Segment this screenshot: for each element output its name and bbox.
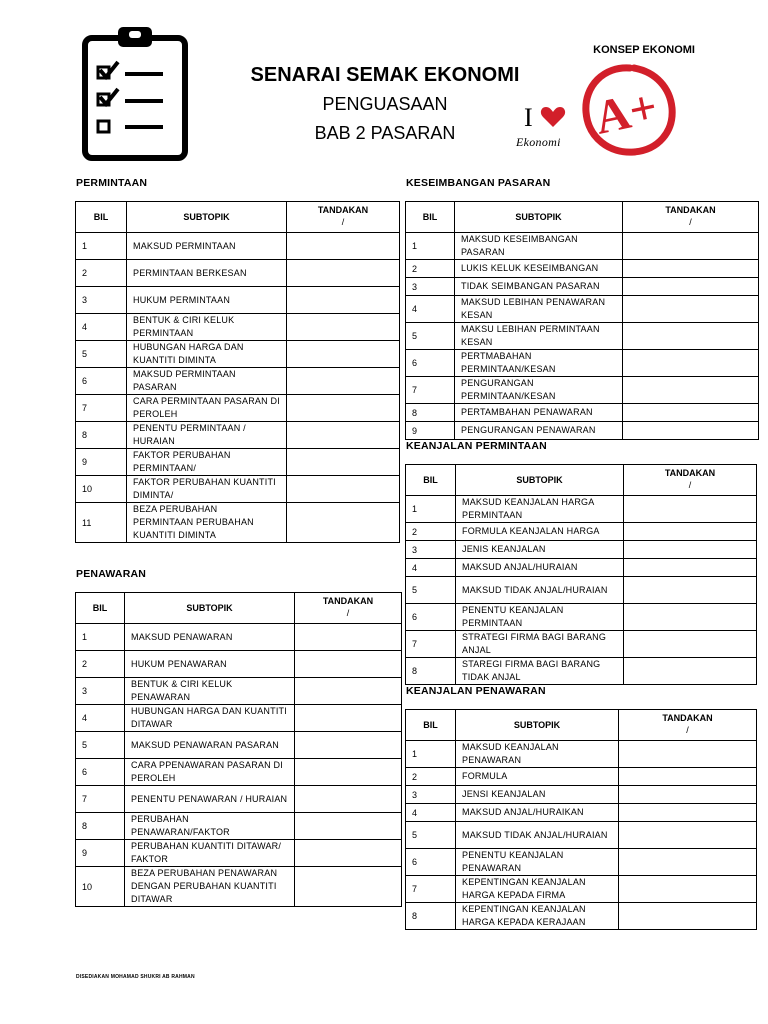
table-row [76, 422, 400, 449]
row-number: 3 [76, 287, 127, 314]
column-header-tandakan [624, 465, 757, 496]
subtopic-cell: BEZA PERUBAHAN PENAWARAN DENGAN PERUBAHAN KUANTITI DITAWAR [125, 867, 295, 907]
permintaan-table [75, 201, 400, 543]
table-header-row [76, 593, 402, 624]
checkmark-cell[interactable] [623, 278, 759, 296]
tandakan-label: TANDAKAN [664, 468, 716, 478]
table-row [406, 278, 759, 296]
table-row [406, 658, 757, 685]
checkmark-cell[interactable] [287, 422, 400, 449]
row-number: 6 [76, 368, 127, 395]
column-header-subtopik: SUBTOPIK [456, 710, 619, 741]
tandakan-mark: / [341, 217, 345, 227]
table-header-row [406, 710, 757, 741]
love-letter: I [524, 103, 533, 132]
table-row [76, 759, 402, 786]
table-header-row [406, 465, 757, 496]
column-header-tandakan [623, 202, 759, 233]
table-row [406, 804, 757, 822]
row-number: 7 [76, 786, 125, 813]
subtopic-cell: HUBUNGAN HARGA DAN KUANTITI DIMINTA [127, 341, 287, 368]
table-header-row [76, 202, 400, 233]
row-number: 5 [406, 577, 456, 604]
row-number: 1 [76, 624, 125, 651]
table-row [76, 287, 400, 314]
checkmark-cell[interactable] [295, 705, 402, 732]
subtopic-cell: FAKTOR PERUBAHAN PERMINTAAN/ [127, 449, 287, 476]
checkmark-cell[interactable] [287, 287, 400, 314]
subtopic-cell: MAKSUD PENAWARAN [125, 624, 295, 651]
checkmark-cell[interactable] [624, 496, 757, 523]
keanjalan-penawaran-table [405, 709, 757, 930]
column-header-bil: BIL [76, 202, 127, 233]
subtopic-cell: PERUBAHAN KUANTITI DITAWAR/ FAKTOR [125, 840, 295, 867]
table-row [76, 624, 402, 651]
section-title-permintaan: PERMINTAAN [76, 177, 148, 189]
checkmark-cell[interactable] [624, 604, 757, 631]
column-header-bil: BIL [406, 710, 456, 741]
row-number: 10 [76, 867, 125, 907]
tandakan-mark: / [686, 725, 689, 735]
table-row [76, 449, 400, 476]
subtopic-cell: PERTMABAHAN PERMINTAAN/KESAN [455, 350, 623, 377]
table-row [406, 768, 757, 786]
checkmark-cell[interactable] [619, 741, 757, 768]
section-title-keanjalan-penawaran: KEANJALAN PENAWARAN [406, 685, 546, 697]
checkmark-cell[interactable] [623, 377, 759, 404]
checkmark-cell[interactable] [295, 786, 402, 813]
subtopic-cell: PERMINTAAN BERKESAN [127, 260, 287, 287]
subtopic-cell: BENTUK & CIRI KELUK PERMINTAAN [127, 314, 287, 341]
tandakan-mark: / [689, 217, 692, 227]
checkmark-cell[interactable] [619, 876, 757, 903]
column-header-subtopik: SUBTOPIK [456, 465, 624, 496]
heart-icon [540, 105, 566, 129]
checkmark-cell[interactable] [623, 404, 759, 422]
row-number: 2 [76, 260, 127, 287]
row-number: 5 [76, 341, 127, 368]
section-title-keanjalan-permintaan: KEANJALAN PERMINTAAN [406, 440, 547, 452]
row-number: 1 [406, 496, 456, 523]
subtopic-cell: MAKSUD ANJAL/HURAIAN [456, 559, 624, 577]
column-header-bil: BIL [76, 593, 125, 624]
subtopic-cell: MAKSUD PERMINTAAN [127, 233, 287, 260]
table-row [406, 233, 759, 260]
table-row [406, 559, 757, 577]
checkmark-cell[interactable] [287, 503, 400, 543]
penawaran-table [75, 592, 402, 907]
table-row [76, 786, 402, 813]
subtopic-cell: MAKSUD PENAWARAN PASARAN [125, 732, 295, 759]
row-number: 3 [406, 786, 456, 804]
table-row [76, 732, 402, 759]
checkmark-cell[interactable] [623, 350, 759, 377]
row-number: 7 [76, 395, 127, 422]
love-word: Ekonomi [516, 135, 561, 149]
chapter-label: BAB 2 PASARAN [314, 123, 456, 143]
row-number: 1 [406, 741, 456, 768]
checkmark-cell[interactable] [295, 840, 402, 867]
row-number: 6 [406, 849, 456, 876]
footer-credit: DISEDIAKAN MOHAMAD SHUKRI AB RAHMAN [76, 974, 195, 980]
table-row [76, 678, 402, 705]
row-number: 8 [406, 404, 455, 422]
row-number: 2 [406, 260, 455, 278]
love-ekonomi-logo [514, 103, 574, 153]
checkmark-cell[interactable] [295, 867, 402, 907]
table-row [406, 577, 757, 604]
subtopic-cell: HUBUNGAN HARGA DAN KUANTITI DITAWAR [125, 705, 295, 732]
tandakan-label: TANDAKAN [317, 205, 369, 215]
subtopic-cell: FORMULA KEANJALAN HARGA [456, 523, 624, 541]
column-header-tandakan [287, 202, 400, 233]
table-row [406, 422, 759, 440]
row-number: 7 [406, 377, 455, 404]
row-number: 10 [76, 476, 127, 503]
subtopic-cell: BEZA PERUBAHAN PERMINTAAN PERUBAHAN KUANTITI DIMINTA [127, 503, 287, 543]
subtopic-cell: TIDAK SEIMBANGAN PASARAN [455, 278, 623, 296]
subtopic-cell: MAKSU LEBIHAN PERMINTAAN KESAN [455, 323, 623, 350]
table-row [406, 822, 757, 849]
row-number: 4 [76, 314, 127, 341]
table-row [406, 404, 759, 422]
row-number: 6 [406, 350, 455, 377]
column-header-tandakan [619, 710, 757, 741]
row-number: 8 [406, 903, 456, 930]
subtopic-cell: STRATEGI FIRMA BAGI BARANG ANJAL [456, 631, 624, 658]
checkmark-cell[interactable] [624, 631, 757, 658]
checkmark-cell[interactable] [619, 804, 757, 822]
subtopic-cell: PENGURANGAN PENAWARAN [455, 422, 623, 440]
table-row [406, 849, 757, 876]
checkmark-cell[interactable] [619, 849, 757, 876]
table-row [406, 741, 757, 768]
table-row [76, 476, 400, 503]
subtopic-cell: MAKSUD LEBIHAN PENAWARAN KESAN [455, 296, 623, 323]
table-row [406, 377, 759, 404]
table-row [76, 503, 400, 543]
checkmark-cell[interactable] [295, 678, 402, 705]
checkmark-cell[interactable] [624, 559, 757, 577]
keanjalan-permintaan-table [405, 464, 757, 685]
checkmark-cell[interactable] [623, 323, 759, 350]
topic-label: KONSEP EKONOMI [593, 44, 695, 56]
checkmark-cell[interactable] [623, 260, 759, 278]
row-number: 4 [76, 705, 125, 732]
table-row [406, 541, 757, 559]
checkmark-cell[interactable] [295, 759, 402, 786]
table-row [76, 705, 402, 732]
column-header-bil: BIL [406, 202, 455, 233]
subtopic-cell: STAREGI FIRMA BAGI BARANG TIDAK ANJAL [456, 658, 624, 685]
row-number: 8 [76, 422, 127, 449]
table-row [76, 840, 402, 867]
table-row [406, 523, 757, 541]
row-number: 1 [406, 233, 455, 260]
row-number: 2 [406, 768, 456, 786]
column-header-subtopik: SUBTOPIK [455, 202, 623, 233]
row-number: 3 [76, 678, 125, 705]
row-number: 2 [406, 523, 456, 541]
row-number: 6 [76, 759, 125, 786]
row-number: 7 [406, 876, 456, 903]
table-row [406, 350, 759, 377]
checkmark-cell[interactable] [624, 577, 757, 604]
checkmark-cell[interactable] [295, 813, 402, 840]
keseimbangan-table [405, 201, 759, 440]
checkmark-cell[interactable] [623, 296, 759, 323]
subtopic-cell: KEPENTINGAN KEANJALAN HARGA KEPADA FIRMA [456, 876, 619, 903]
checkmark-cell[interactable] [295, 651, 402, 678]
checkmark-cell[interactable] [287, 476, 400, 503]
checkmark-cell[interactable] [619, 786, 757, 804]
row-number: 7 [406, 631, 456, 658]
tandakan-mark: / [346, 608, 350, 618]
row-number: 8 [406, 658, 456, 685]
subtopic-cell: CARA PPENAWARAN PASARAN DI PEROLEH [125, 759, 295, 786]
checkmark-cell[interactable] [287, 260, 400, 287]
table-row [76, 260, 400, 287]
row-number: 9 [76, 840, 125, 867]
row-number: 4 [406, 804, 456, 822]
row-number: 4 [406, 296, 455, 323]
checkmark-cell[interactable] [619, 768, 757, 786]
subtopic-cell: BENTUK & CIRI KELUK PENAWARAN [125, 678, 295, 705]
table-row [406, 786, 757, 804]
row-number: 9 [406, 422, 455, 440]
subtopic-cell: MAKSUD KEANJALAN PENAWARAN [456, 741, 619, 768]
row-number: 4 [406, 559, 456, 577]
subtopic-cell: PENENTU PERMINTAAN / HURAIAN [127, 422, 287, 449]
table-row [76, 813, 402, 840]
subtopic-cell: MAKSUD PERMINTAAN PASARAN [127, 368, 287, 395]
checkmark-cell[interactable] [623, 422, 759, 440]
checkmark-cell[interactable] [287, 314, 400, 341]
table-row [406, 496, 757, 523]
subtopic-cell: PENENTU KEANJALAN PERMINTAAN [456, 604, 624, 631]
table-row [406, 876, 757, 903]
checkmark-cell[interactable] [287, 341, 400, 368]
subtopic-cell: CARA PERMINTAAN PASARAN DI PEROLEH [127, 395, 287, 422]
subtopic-cell: PENGURANGAN PERMINTAAN/KESAN [455, 377, 623, 404]
subtopic-cell: KEPENTINGAN KEANJALAN HARGA KEPADA KERAJAAN [456, 903, 619, 930]
table-row [406, 903, 757, 930]
subtopic-cell: PENENTU PENAWARAN / HURAIAN [125, 786, 295, 813]
checkmark-cell[interactable] [619, 822, 757, 849]
table-row [76, 395, 400, 422]
row-number: 2 [76, 651, 125, 678]
subtopic-cell: HUKUM PENAWARAN [125, 651, 295, 678]
checkmark-cell[interactable] [624, 541, 757, 559]
table-header-row [406, 202, 759, 233]
column-header-subtopik: SUBTOPIK [127, 202, 287, 233]
table-row [406, 260, 759, 278]
tandakan-label: TANDAKAN [665, 205, 716, 215]
subtopic-cell: MAKSUD KESEIMBANGAN PASARAN [455, 233, 623, 260]
table-row [76, 341, 400, 368]
checkmark-cell[interactable] [624, 523, 757, 541]
page-title: SENARAI SEMAK EKONOMI [250, 64, 520, 86]
section-title-penawaran: PENAWARAN [76, 568, 147, 580]
subtopic-cell: MAKSUD ANJAL/HURAIKAN [456, 804, 619, 822]
table-row [76, 867, 402, 907]
row-number: 5 [406, 323, 455, 350]
checkmark-cell[interactable] [295, 732, 402, 759]
page-subtitle: PENGUASAAN [322, 94, 448, 114]
row-number: 9 [76, 449, 127, 476]
column-header-subtopik: SUBTOPIK [125, 593, 295, 624]
row-number: 8 [76, 813, 125, 840]
table-row [406, 296, 759, 323]
checkmark-cell[interactable] [623, 233, 759, 260]
tandakan-label: TANDAKAN [322, 596, 374, 606]
column-header-tandakan [295, 593, 402, 624]
table-row [406, 631, 757, 658]
subtopic-cell: HUKUM PERMINTAAN [127, 287, 287, 314]
subtopic-cell: PERUBAHAN PENAWARAN/FAKTOR [125, 813, 295, 840]
subtopic-cell: FAKTOR PERUBAHAN KUANTITI DIMINTA/ [127, 476, 287, 503]
row-number: 5 [406, 822, 456, 849]
table-row [406, 323, 759, 350]
row-number: 6 [406, 604, 456, 631]
grade-badge-icon [578, 62, 680, 160]
checkmark-cell[interactable] [624, 658, 757, 685]
tandakan-mark: / [688, 480, 692, 490]
row-number: 3 [406, 541, 456, 559]
checkmark-cell[interactable] [287, 395, 400, 422]
column-header-bil: BIL [406, 465, 456, 496]
clipboard-checklist-icon [80, 22, 190, 162]
subtopic-cell: MAKSUD KEANJALAN HARGA PERMINTAAN [456, 496, 624, 523]
checkmark-cell[interactable] [287, 233, 400, 260]
subtopic-cell: LUKIS KELUK KESEIMBANGAN [455, 260, 623, 278]
subtopic-cell: JENSI KEANJALAN [456, 786, 619, 804]
checkmark-cell[interactable] [619, 903, 757, 930]
table-row [76, 314, 400, 341]
row-number: 3 [406, 278, 455, 296]
table-row [76, 233, 400, 260]
checkmark-cell[interactable] [295, 624, 402, 651]
tandakan-label: TANDAKAN [662, 713, 713, 723]
subtopic-cell: MAKSUD TIDAK ANJAL/HURAIAN [456, 822, 619, 849]
checkmark-cell[interactable] [287, 449, 400, 476]
table-row [76, 368, 400, 395]
grade-text: A+ [590, 80, 662, 145]
table-row [406, 604, 757, 631]
subtopic-cell: JENIS KEANJALAN [456, 541, 624, 559]
table-row [76, 651, 402, 678]
subtopic-cell: FORMULA [456, 768, 619, 786]
row-number: 11 [76, 503, 127, 543]
subtopic-cell: MAKSUD TIDAK ANJAL/HURAIAN [456, 577, 624, 604]
row-number: 5 [76, 732, 125, 759]
section-title-keseimbangan: KESEIMBANGAN PASARAN [406, 177, 551, 189]
subtopic-cell: PERTAMBAHAN PENAWARAN [455, 404, 623, 422]
row-number: 1 [76, 233, 127, 260]
checkmark-cell[interactable] [287, 368, 400, 395]
subtopic-cell: PENENTU KEANJALAN PENAWARAN [456, 849, 619, 876]
